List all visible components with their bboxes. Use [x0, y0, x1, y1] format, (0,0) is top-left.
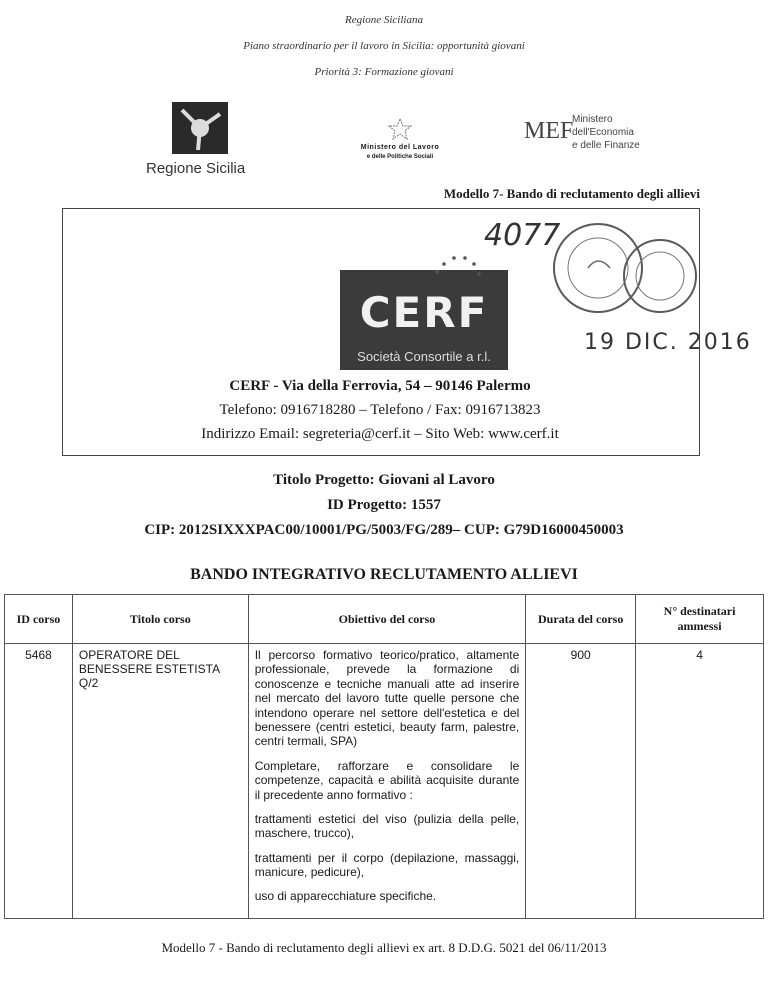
page-footer: Modello 7 - Bando di reclutamento degli allievi ex art. 8 D.D.G. 5021 del 06/11/2013 — [161, 940, 607, 955]
cerf-address: CERF - Via della Ferrovia, 54 – 90146 Palermo — [229, 378, 531, 394]
objective-paragraph: Il percorso formativo teorico/pratico, altamente professionale, prevede la formazione di conoscenze e tecniche manuali atte ad inserire nel mercato del lavoro tutte quelle persone che intendono operare nel settore dell'estetica e del benessere (centri estetici, beauty farm, palestre, centri termali, SPA) — [254, 648, 520, 749]
cerf-logo-sub: Società Consortile a r.l. — [357, 349, 491, 364]
ministero-line1: Ministero del Lavoro — [360, 144, 440, 151]
mef-line1: Ministero — [572, 114, 613, 125]
header-recipients: N° destinatari ammessi — [636, 595, 764, 644]
mef-mark: MEF — [524, 118, 574, 144]
cell-id: 5468 — [5, 644, 73, 919]
star-emblem-icon — [388, 118, 412, 140]
stamp-date: 19 DIC. 2016 — [584, 330, 752, 355]
cell-title: OPERATORE DEL BENESSERE ESTETISTA Q/2 — [72, 644, 248, 919]
cell-duration: 900 — [526, 644, 636, 919]
course-table — [4, 594, 764, 919]
official-stamp-icon — [548, 216, 698, 326]
cerf-logo-text: CERF — [359, 288, 489, 337]
bando-title: BANDO INTEGRATIVO RECLUTAMENTO ALLIEVI — [190, 566, 578, 583]
objective-paragraph: trattamenti estetici del viso (pulizia della pelle, maschere, trucco), — [254, 811, 520, 841]
objective-paragraph: uso di apparecchiature specifiche. — [254, 889, 437, 904]
header-id: ID corso — [5, 595, 73, 644]
mef-logo — [524, 112, 644, 162]
header-objective: Obiettivo del corso — [248, 595, 526, 644]
regione-label: Regione Sicilia — [146, 160, 246, 177]
cell-recipients: 4 — [636, 644, 764, 919]
header-plan: Piano straordinario per il lavoro in Sicilia: opportunità giovani — [243, 40, 525, 52]
cerf-email — [62, 426, 698, 443]
ministero-logo — [340, 118, 460, 168]
ministero-line2: e delle Politiche Sociali — [366, 154, 434, 160]
header-title: Titolo corso — [72, 595, 248, 644]
objective-paragraph: trattamenti per il corpo (depilazione, massaggi, manicure, pedicure), — [254, 850, 520, 880]
project-id: ID Progetto: 1557 — [327, 497, 441, 513]
cerf-phone: Telefono: 0916718280 – Telefono / Fax: 0916713823 — [219, 402, 541, 418]
cerf-logo — [340, 270, 508, 370]
regione-logo — [146, 100, 280, 180]
table-header-row — [5, 595, 764, 644]
project-title: Titolo Progetto: Giovani al Lavoro — [273, 472, 495, 488]
mef-line2: dell'Economia — [572, 127, 634, 138]
cerf-email-text: Indirizzo Email: segreteria@cerf.it – Sito Web: www.cerf.it — [201, 426, 559, 442]
table-row — [5, 644, 764, 919]
cell-objective — [248, 644, 526, 919]
objective-paragraph: Completare, rafforzare e consolidare le competenze, capacità e abilità acquisite durante il precedente anno formativo : — [254, 758, 520, 802]
model-title: Modello 7- Bando di reclutamento degli allievi — [443, 186, 700, 201]
project-cip: CIP: 2012SIXXXPAC00/10001/PG/5003/FG/289– CUP: G79D16000450003 — [144, 522, 624, 538]
handwritten-number: 4077 — [484, 218, 561, 253]
header-region: Regione Siciliana — [345, 14, 423, 26]
trinacria-icon — [170, 100, 230, 156]
header-duration: Durata del corso — [526, 595, 636, 644]
header-priority: Priorità 3: Formazione giovani — [314, 66, 454, 78]
mef-line3: e delle Finanze — [572, 140, 640, 151]
eu-stars-icon — [432, 252, 482, 282]
